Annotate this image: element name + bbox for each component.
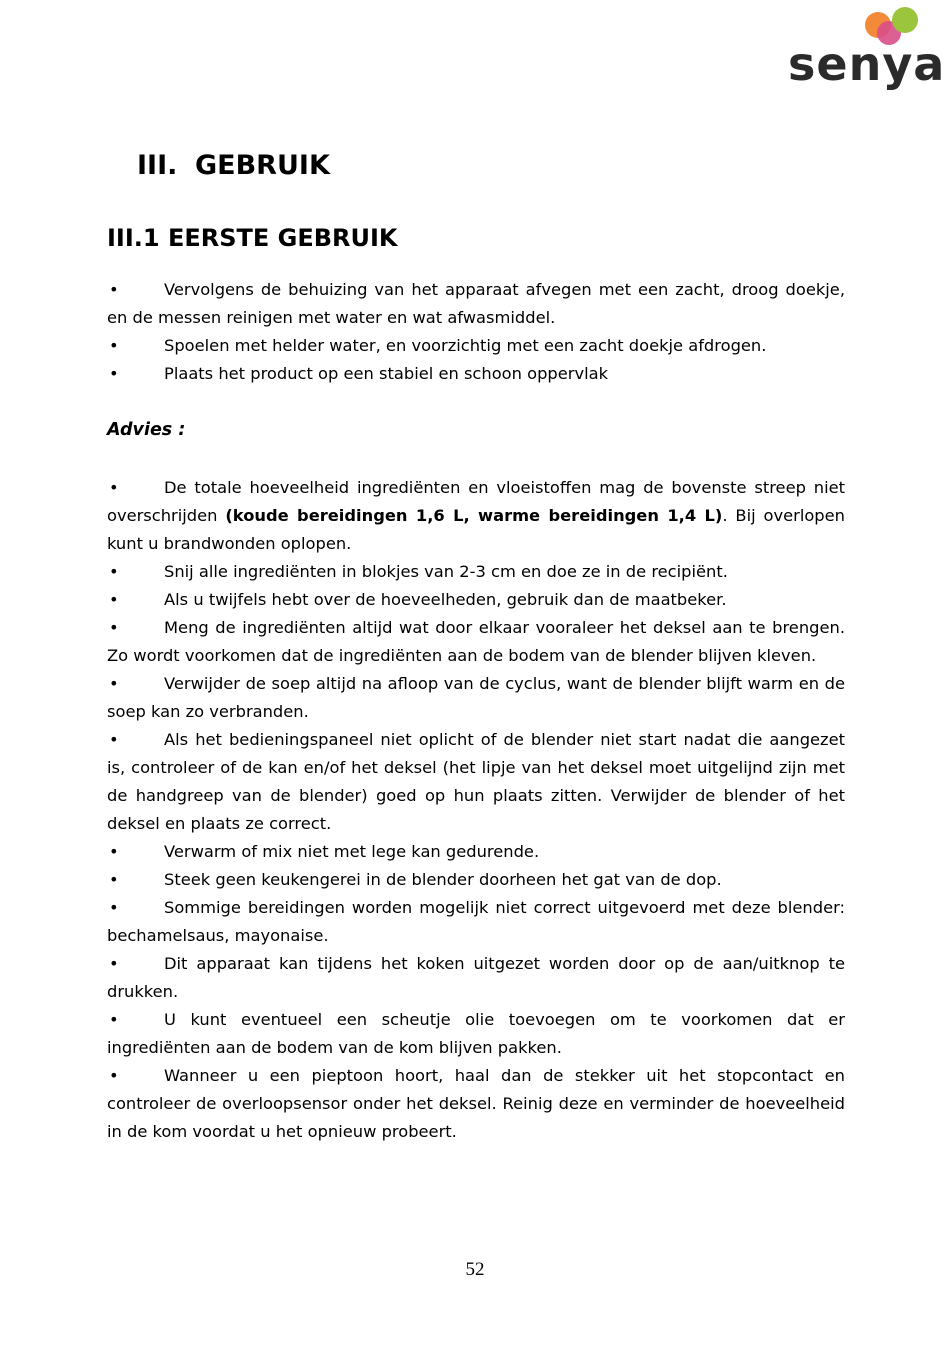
bullet-icon: • [109, 1066, 119, 1085]
bullet-icon: • [109, 562, 119, 581]
list-item-text: Als u twijfels hebt over de hoeveelheden, gebruik dan de maatbeker. [164, 590, 727, 609]
list-item [107, 360, 845, 388]
list-item [107, 1062, 845, 1146]
first-use-list [107, 276, 845, 388]
senya-logo [786, 4, 946, 100]
subsection-heading: III.1 EERSTE GEBRUIK [107, 224, 398, 252]
bullet-icon: • [109, 870, 119, 889]
capacity-limits: (koude bereidingen 1,6 L, warme bereidingen 1,4 L) [225, 506, 723, 525]
list-item-text: Snij alle ingrediënten in blokjes van 2-3 cm en doe ze in de recipiënt. [164, 562, 728, 581]
list-item-text: . Bij overlopen kunt u brandwonden oplopen. [107, 506, 845, 553]
list-item-text: Meng de ingrediënten altijd wat door elkaar vooraleer het deksel aan te brengen. Zo wordt voorkomen dat de ingrediënten aan de bodem van de blender blijven kleven. [107, 618, 845, 665]
bullet-icon: • [109, 954, 119, 973]
list-item-text: U kunt eventueel een scheutje olie toevoegen om te voorkomen dat er ingrediënten aan de bodem van de kom blijven pakken. [107, 1010, 845, 1057]
list-item-text: Verwijder de soep altijd na afloop van de cyclus, want de blender blijft warm en de soep kan zo verbranden. [107, 674, 845, 721]
list-item [107, 866, 845, 894]
list-item [107, 894, 845, 950]
list-item-text: Vervolgens de behuizing van het apparaat afvegen met een zacht, droog doekje, en de messen reinigen met water en wat afwasmiddel. [107, 280, 845, 327]
list-item-text: Spoelen met helder water, en voorzichtig met een zacht doekje afdrogen. [164, 336, 767, 355]
list-item [107, 276, 845, 332]
section-number: III. [137, 150, 178, 181]
list-item-text: De totale hoeveelheid ingrediënten en vloeistoffen mag de bovenste streep niet overschrijden [107, 478, 845, 525]
list-item-text: Wanneer u een pieptoon hoort, haal dan de stekker uit het stopcontact en controleer de overloopsensor onder het deksel. Reinig deze en verminder de hoeveelheid in de kom voordat u het opnieuw probeert. [107, 1066, 845, 1141]
list-item-text: Sommige bereidingen worden mogelijk niet correct uitgevoerd met deze blender: bechamelsaus, mayonaise. [107, 898, 845, 945]
list-item [107, 726, 845, 838]
section-title: GEBRUIK [195, 150, 330, 181]
bullet-icon: • [109, 364, 119, 383]
advice-heading: Advies : [107, 420, 186, 440]
bullet-icon: • [109, 842, 119, 861]
bullet-icon: • [109, 898, 119, 917]
list-item [107, 950, 845, 1006]
advice-list [107, 474, 845, 1146]
bullet-icon: • [109, 1010, 119, 1029]
list-item-text: Als het bedieningspaneel niet oplicht of de blender niet start nadat die aangezet is, controleer of de kan en/of het deksel (het lipje van het deksel moet uitgelijnd zijn met de handgreep van de blender) goed op hun plaats zitten. Verwijder de blender of het deksel en plaats ze correct. [107, 730, 845, 833]
bullet-icon: • [109, 674, 119, 693]
bullet-icon: • [109, 478, 119, 497]
bullet-icon: • [109, 590, 119, 609]
list-item [107, 614, 845, 670]
page-number: 52 [465, 1259, 485, 1280]
logo-wordmark: senya [788, 37, 946, 91]
list-item-text: Verwarm of mix niet met lege kan gedurende. [164, 842, 540, 861]
bullet-icon: • [109, 336, 119, 355]
list-item-text: Plaats het product op een stabiel en schoon oppervlak [164, 364, 609, 383]
section-heading [137, 146, 330, 186]
list-item [107, 586, 845, 614]
logo-dot-green [892, 7, 918, 33]
bullet-icon: • [109, 618, 119, 637]
bullet-icon: • [109, 280, 119, 299]
list-item [107, 670, 845, 726]
list-item-text: Dit apparaat kan tijdens het koken uitgezet worden door op de aan/uitknop te drukken. [107, 954, 845, 1001]
list-item [107, 474, 845, 558]
bullet-icon: • [109, 730, 119, 749]
list-item [107, 1006, 845, 1062]
list-item [107, 332, 845, 360]
list-item-text: Steek geen keukengerei in de blender doorheen het gat van de dop. [164, 870, 722, 889]
list-item [107, 558, 845, 586]
list-item [107, 838, 845, 866]
